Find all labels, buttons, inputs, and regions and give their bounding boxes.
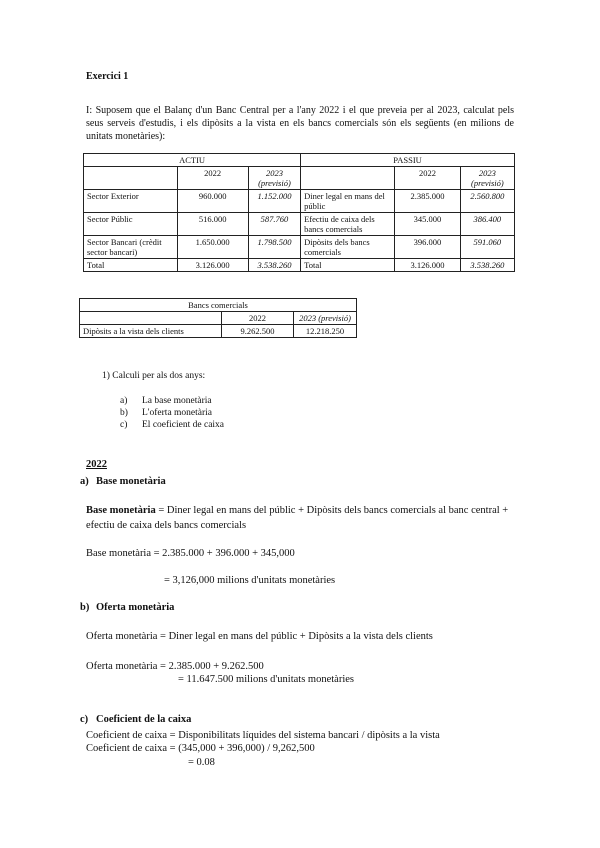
passiu-2022-header: 2022 <box>395 167 461 190</box>
cell-value: 516.000 <box>177 213 248 236</box>
row-label: Total <box>84 259 178 272</box>
cell-value: 591.060 <box>460 236 514 259</box>
cell-value: 345.000 <box>395 213 461 236</box>
table-row <box>84 190 515 213</box>
coef-definition: Coeficient de caixa = Disponibilitats líquides del sistema bancari / dipòsits a la vista <box>86 730 440 741</box>
list-item: c) El coeficient de caixa <box>120 420 225 430</box>
coef-calc-line1: Coeficient de caixa = (345,000 + 396,000) / 9,262,500 <box>86 743 315 754</box>
cell-value: 3.538.260 <box>248 259 300 272</box>
cell-value: 1.798.500 <box>248 236 300 259</box>
cell-value: 3.126.000 <box>177 259 248 272</box>
row-label: Diner legal en mans del públic <box>301 190 395 213</box>
passiu-2023-header: 2023 (previsió) <box>460 167 514 190</box>
table-row <box>84 213 515 236</box>
base-definition: Base monetària = Diner legal en mans del públic + Dipòsits dels bancs comercials al banc central + efectiu de caixa dels bancs comercials <box>86 505 509 531</box>
row-label: Dipòsits a la vista dels clients <box>80 325 222 338</box>
bancs-2022-header: 2022 <box>222 312 294 325</box>
row-label: Sector Bancari (crèdit sector bancari) <box>84 236 178 259</box>
cell-value: 2.560.800 <box>460 190 514 213</box>
cell-value: 960.000 <box>177 190 248 213</box>
row-label: Total <box>301 259 395 272</box>
list-item: a) La base monetària <box>120 396 212 406</box>
row-label: Dipòsits dels bancs comercials <box>301 236 395 259</box>
section-a-heading: a) Base monetària <box>80 476 166 487</box>
list-item: b) L'oferta monetària <box>120 408 213 418</box>
table-row <box>84 259 515 272</box>
table-row <box>84 236 515 259</box>
cell-value: 9.262.500 <box>222 325 294 338</box>
base-calc-line2: = 3,126,000 milions d'unitats monetàries <box>164 575 336 586</box>
actiu-2023-header: 2023 (previsió) <box>248 167 300 190</box>
passiu-header: PASSIU <box>301 154 515 167</box>
cell-value: 12.218.250 <box>294 325 357 338</box>
cell-value: 587.760 <box>248 213 300 236</box>
year-heading: 2022 <box>86 459 107 470</box>
section-c-heading: c) Coeficient de la caixa <box>80 714 192 725</box>
cell-value: 1.152.000 <box>248 190 300 213</box>
row-label: Sector Públic <box>84 213 178 236</box>
commercial-banks-table <box>79 298 357 338</box>
intro-paragraph: I: Suposem que el Balanç d'un Banc Central per a l'any 2022 i el que preveia per al 2023, calculat pels seus serveis d'estudis, i els dipòsits a la vista en els bancs comercials són els següents (en milions de unitats monetàries): <box>86 105 514 142</box>
oferta-definition: Oferta monetària = Diner legal en mans del públic + Dipòsits a la vista dels clients <box>86 631 433 642</box>
row-label: Efectiu de caixa dels bancs comercials <box>301 213 395 236</box>
cell-value: 2.385.000 <box>395 190 461 213</box>
exercise-title: Exercici 1 <box>86 71 129 82</box>
coef-calc-line2: = 0.08 <box>188 757 215 768</box>
row-label: Sector Exterior <box>84 190 178 213</box>
cell-value: 3.126.000 <box>395 259 461 272</box>
cell-value: 1.650.000 <box>177 236 248 259</box>
bancs-2023-header: 2023 (previsió) <box>294 312 357 325</box>
balance-table <box>83 153 515 272</box>
cell-value: 3.538.260 <box>460 259 514 272</box>
actiu-2022-header: 2022 <box>177 167 248 190</box>
question: 1) Calculi per als dos anys: <box>102 371 206 381</box>
oferta-calc-line1: Oferta monetària = 2.385.000 + 9.262.500 <box>86 661 264 672</box>
base-calc-line1: Base monetària = 2.385.000 + 396.000 + 345,000 <box>86 548 295 559</box>
cell-value: 396.000 <box>395 236 461 259</box>
actiu-header: ACTIU <box>84 154 301 167</box>
cell-value: 386.400 <box>460 213 514 236</box>
section-b-heading: b) Oferta monetària <box>80 602 175 613</box>
oferta-calc-line2: = 11.647.500 milions d'unitats monetàries <box>178 674 354 685</box>
table-row <box>80 325 357 338</box>
bancs-header: Bancs comercials <box>80 299 357 312</box>
